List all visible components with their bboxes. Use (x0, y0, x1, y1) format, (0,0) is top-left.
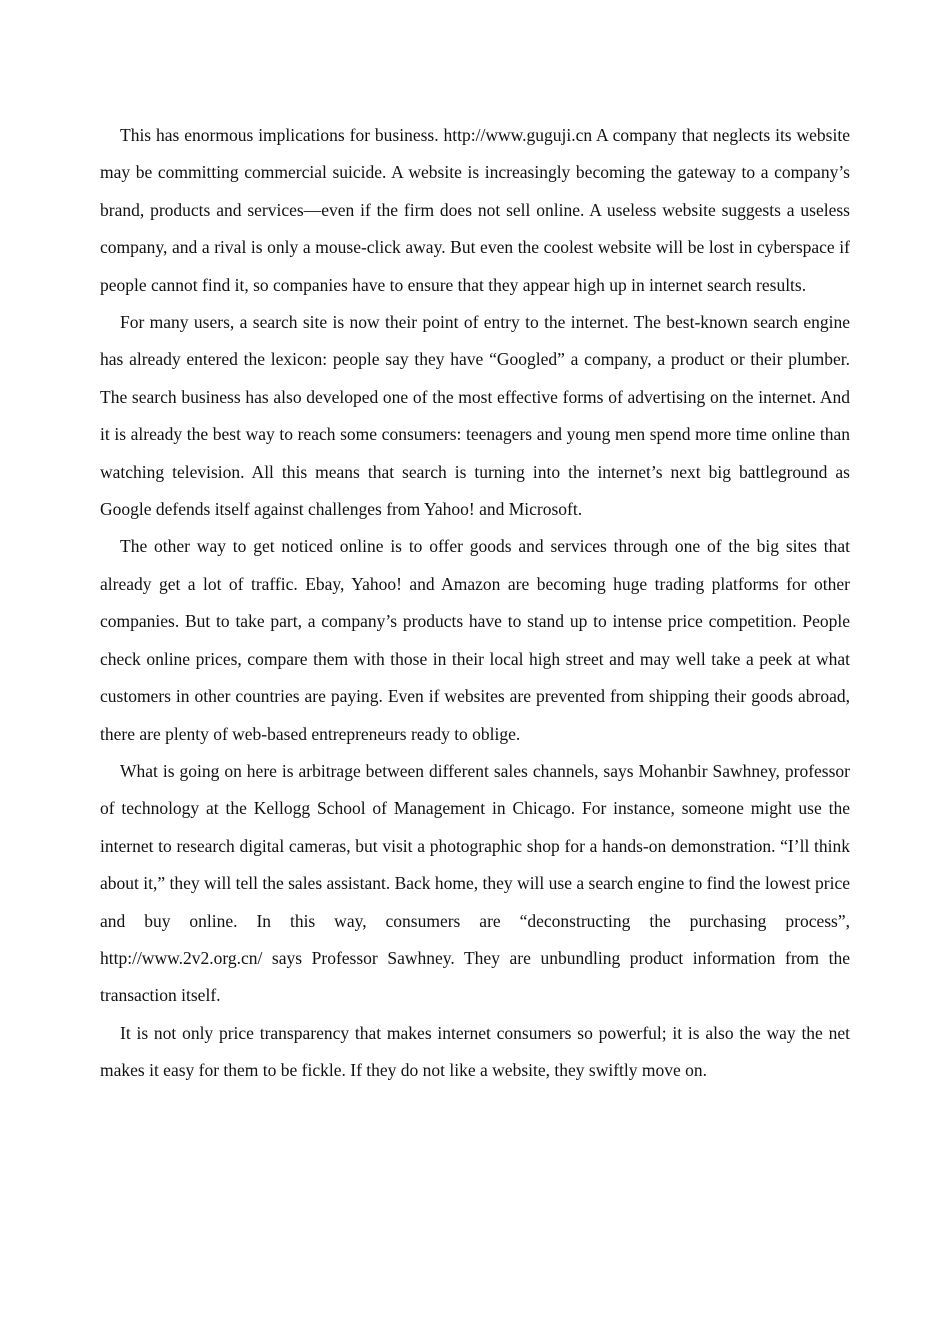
paragraph-arbitrage-sales-channels: What is going on here is arbitrage between different sales channels, says Mohanbir Sawhney, professor of technology at the Kellogg School of Management in Chicago. For instance, someone might use the internet to research digital cameras, but visit a photographic shop for a hands-on demonstration. “I’ll think about it,” they will tell the sales assistant. Back home, they will use a search engine to find the lowest price and buy online. In this way, consumers are “deconstructing the purchasing process”, http://www.2v2.org.cn/ says Professor Sawhney. They are unbundling product information from the transaction itself. (100, 760, 850, 1006)
paragraph-business-implications: This has enormous implications for business. http://www.guguji.cn A company that neglects its website may be committing commercial suicide. A website is increasingly becoming the gateway to a company’s brand, products and services—even if the firm does not sell online. A useless website suggests a useless company, and a rival is only a mouse-click away. But even the coolest website will be lost in cyberspace if people cannot find it, so companies have to ensure that they appear high up in internet search results. (100, 125, 850, 295)
document-body (100, 117, 850, 1090)
paragraph-search-entry-point: For many users, a search site is now their point of entry to the internet. The best-known search engine has already entered the lexicon: people say they have “Googled” a company, a product or their plumber. The search business has also developed one of the most effective forms of advertising on the internet. And it is already the best way to reach some consumers: teenagers and young men spend more time online than watching television. All this means that search is turning into the internet’s next big battleground as Google defends itself against challenges from Yahoo! and Microsoft. (100, 312, 850, 520)
paragraph-big-sites-trading: The other way to get noticed online is to offer goods and services through one of the big sites that already get a lot of traffic. Ebay, Yahoo! and Amazon are becoming huge trading platforms for other companies. But to take part, a company’s products have to stand up to intense price competition. People check online prices, compare them with those in their local high street and may well take a peek at what customers in other countries are paying. Even if websites are prevented from shipping their goods abroad, there are plenty of web-based entrepreneurs ready to oblige. (100, 536, 850, 744)
paragraph-price-transparency: It is not only price transparency that makes internet consumers so powerful; it is also the way the net makes it easy for them to be fickle. If they do not like a website, they swiftly move on. (100, 1022, 850, 1081)
